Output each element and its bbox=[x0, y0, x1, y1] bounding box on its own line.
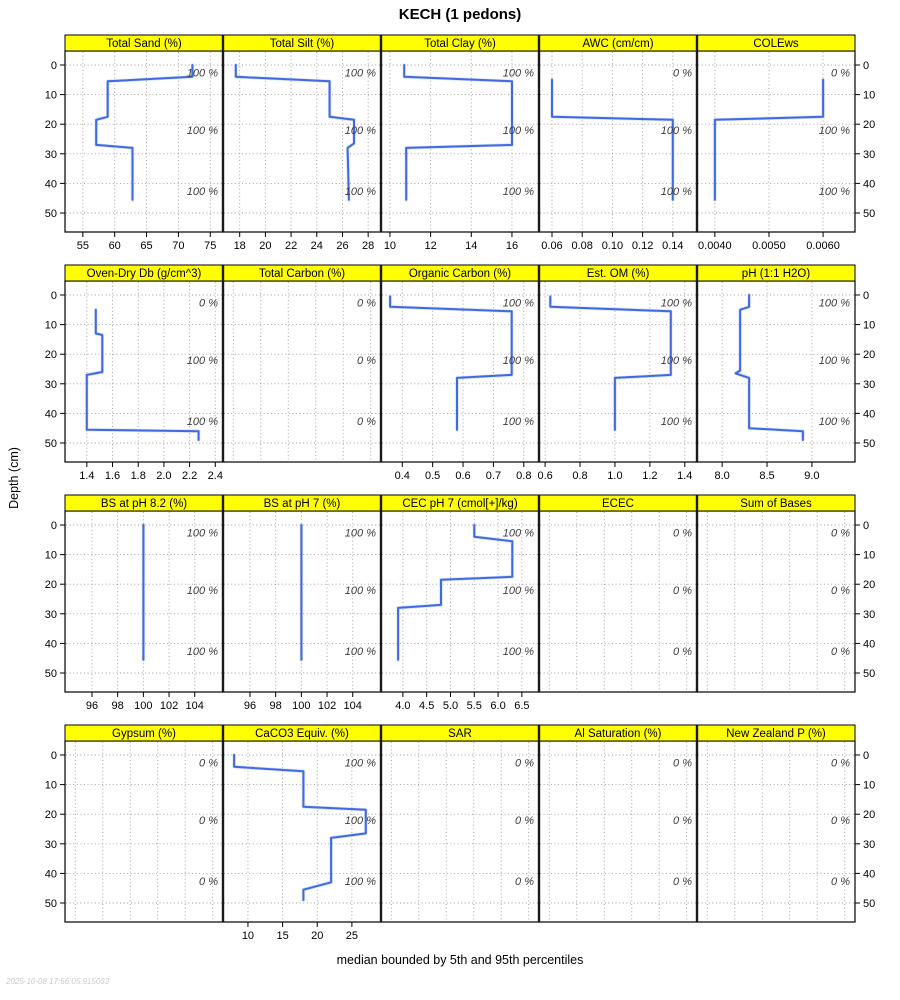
x-tick-label: 1.4 bbox=[79, 470, 95, 482]
x-tick-label: 2.2 bbox=[181, 470, 198, 482]
contributing-fraction-label: 0 % bbox=[831, 585, 850, 598]
depth-tick-label: 30 bbox=[863, 378, 876, 391]
depth-tick-label: 40 bbox=[863, 178, 876, 191]
depth-tick-label: 40 bbox=[863, 638, 876, 651]
x-tick-label: 98 bbox=[269, 700, 282, 712]
x-tick-label: 0.7 bbox=[485, 470, 502, 482]
contributing-fraction-label: 0 % bbox=[673, 67, 692, 80]
depth-tick-label: 10 bbox=[44, 549, 57, 562]
contributing-fraction-label: 0 % bbox=[357, 297, 376, 310]
contributing-fraction-label: 0 % bbox=[199, 297, 218, 310]
x-tick-label: 0.0060 bbox=[806, 240, 840, 252]
depth-tick-label: 0 bbox=[863, 290, 870, 302]
contributing-fraction-label: 0 % bbox=[357, 355, 376, 368]
x-tick-label: 0.5 bbox=[425, 470, 441, 482]
depth-tick-label: 0 bbox=[863, 520, 870, 532]
depth-tick-label: 0 bbox=[50, 290, 57, 302]
page-title: KECH (1 pedons) bbox=[398, 6, 522, 23]
panel-strip-title: Oven-Dry Db (g/cm^3) bbox=[86, 268, 202, 280]
contributing-fraction-label: 100 % bbox=[660, 297, 692, 310]
depth-tick-label: 20 bbox=[863, 349, 876, 362]
depth-tick-label: 20 bbox=[863, 809, 876, 822]
panel-strip-title: New Zealand P (%) bbox=[726, 728, 826, 740]
x-tick-label: 18 bbox=[233, 240, 246, 252]
panel-sum-of-bases bbox=[697, 495, 875, 692]
x-tick-label: 10 bbox=[241, 930, 255, 942]
contributing-fraction-label: 100 % bbox=[502, 125, 534, 138]
contributing-fraction-label: 0 % bbox=[515, 815, 534, 828]
contributing-fraction-label: 100 % bbox=[660, 415, 692, 428]
x-tick-label: 96 bbox=[243, 700, 257, 712]
x-tick-label: 75 bbox=[204, 240, 217, 252]
contributing-fraction-label: 0 % bbox=[515, 875, 534, 888]
panel-strip-title: SAR bbox=[448, 728, 472, 740]
contributing-fraction-label: 100 % bbox=[818, 297, 850, 310]
x-tick-label: 0.10 bbox=[601, 240, 624, 252]
panel-al-saturation bbox=[539, 725, 697, 922]
depth-tick-label: 10 bbox=[863, 779, 876, 792]
x-tick-label: 6.0 bbox=[490, 700, 506, 712]
depth-tick-label: 50 bbox=[44, 208, 57, 220]
contributing-fraction-label: 100 % bbox=[660, 185, 692, 198]
panel-bs-at-ph-7 bbox=[223, 495, 381, 712]
depth-tick-label: 0 bbox=[50, 750, 57, 762]
panel-colews bbox=[697, 35, 875, 252]
x-tick-label: 8.0 bbox=[714, 470, 730, 482]
contributing-fraction-label: 100 % bbox=[818, 185, 850, 198]
contributing-fraction-label: 100 % bbox=[344, 875, 376, 888]
x-tick-label: 100 bbox=[134, 700, 153, 712]
x-tick-label: 22 bbox=[284, 240, 298, 252]
panel-est-om bbox=[537, 265, 697, 482]
panel-strip-title: Total Carbon (%) bbox=[258, 268, 346, 280]
contributing-fraction-label: 0 % bbox=[357, 415, 376, 428]
contributing-fraction-label: 100 % bbox=[818, 125, 850, 138]
x-tick-label: 98 bbox=[111, 700, 124, 712]
contributing-fraction-label: 100 % bbox=[344, 815, 376, 828]
panel-strip-title: BS at pH 8.2 (%) bbox=[100, 498, 188, 510]
depth-tick-label: 30 bbox=[44, 838, 57, 851]
x-tick-label: 102 bbox=[317, 700, 337, 712]
contributing-fraction-label: 0 % bbox=[831, 815, 850, 828]
contributing-fraction-label: 0 % bbox=[673, 585, 692, 598]
contributing-fraction-label: 0 % bbox=[831, 527, 850, 540]
x-tick-label: 1.6 bbox=[104, 470, 121, 482]
depth-tick-label: 40 bbox=[44, 178, 57, 191]
panel-total-carbon bbox=[223, 265, 381, 462]
x-tick-label: 4.5 bbox=[419, 700, 435, 712]
depth-tick-label: 20 bbox=[44, 809, 57, 822]
contributing-fraction-label: 100 % bbox=[344, 527, 376, 540]
depth-tick-label: 0 bbox=[50, 60, 57, 72]
depth-tick-label: 10 bbox=[863, 89, 876, 102]
depth-tick-label: 50 bbox=[863, 898, 876, 910]
depth-tick-label: 20 bbox=[44, 119, 57, 132]
panel-strip-title: Gypsum (%) bbox=[112, 728, 176, 740]
x-tick-label: 0.08 bbox=[571, 240, 593, 252]
x-tick-label: 26 bbox=[336, 240, 349, 252]
x-tick-label: 96 bbox=[85, 700, 99, 712]
x-tick-label: 0.14 bbox=[662, 240, 684, 252]
panel-strip-title: Sum of Bases bbox=[740, 498, 812, 510]
contributing-fraction-label: 0 % bbox=[199, 757, 218, 770]
x-tick-label: 0.8 bbox=[572, 470, 588, 482]
contributing-fraction-label: 100 % bbox=[502, 67, 534, 80]
x-tick-label: 70 bbox=[172, 240, 185, 252]
chart-caption: median bounded by 5th and 95th percentiles bbox=[336, 953, 584, 967]
x-tick-label: 20 bbox=[311, 930, 324, 942]
x-tick-label: 4.0 bbox=[395, 700, 411, 712]
panel-strip-title: CaCO3 Equiv. (%) bbox=[255, 728, 349, 740]
x-tick-label: 0.8 bbox=[516, 470, 532, 482]
contributing-fraction-label: 100 % bbox=[186, 585, 218, 598]
depth-tick-label: 40 bbox=[44, 408, 57, 421]
panel-awc-cm-cm bbox=[539, 35, 697, 252]
x-tick-label: 14 bbox=[465, 240, 478, 252]
depth-tick-label: 50 bbox=[44, 438, 57, 450]
x-tick-label: 104 bbox=[185, 700, 204, 712]
depth-tick-label: 30 bbox=[44, 378, 57, 391]
depth-tick-label: 40 bbox=[863, 868, 876, 881]
panel-total-clay bbox=[381, 35, 539, 252]
panel-total-silt bbox=[223, 35, 381, 252]
depth-tick-label: 10 bbox=[44, 779, 57, 792]
panel-strip-title: AWC (cm/cm) bbox=[582, 38, 654, 50]
x-tick-label: 1.4 bbox=[677, 470, 693, 482]
depth-tick-label: 30 bbox=[863, 838, 876, 851]
contributing-fraction-label: 100 % bbox=[186, 185, 218, 198]
x-tick-label: 10 bbox=[383, 240, 397, 252]
contributing-fraction-label: 0 % bbox=[673, 757, 692, 770]
depth-tick-label: 50 bbox=[863, 668, 876, 680]
panel-total-sand bbox=[45, 35, 223, 252]
depth-tick-label: 50 bbox=[44, 668, 57, 680]
timestamp-watermark: 2025-10-08 17:56:05.915033 bbox=[6, 977, 110, 986]
panel-strip-title: CEC pH 7 (cmol[+]/kg) bbox=[402, 498, 518, 510]
x-tick-label: 65 bbox=[140, 240, 153, 252]
x-tick-label: 24 bbox=[310, 240, 323, 252]
depth-tick-label: 50 bbox=[863, 438, 876, 450]
panel-strip-title: COLEws bbox=[753, 38, 799, 50]
x-tick-label: 12 bbox=[424, 240, 437, 252]
contributing-fraction-label: 100 % bbox=[502, 645, 534, 658]
x-tick-label: 16 bbox=[505, 240, 519, 252]
x-tick-label: 0.6 bbox=[455, 470, 471, 482]
x-tick-label: 60 bbox=[108, 240, 121, 252]
depth-tick-label: 20 bbox=[863, 579, 876, 592]
depth-tick-label: 10 bbox=[863, 549, 876, 562]
x-tick-label: 15 bbox=[276, 930, 289, 942]
depth-tick-label: 30 bbox=[863, 608, 876, 621]
depth-tick-label: 40 bbox=[44, 638, 57, 651]
contributing-fraction-label: 0 % bbox=[831, 875, 850, 888]
x-tick-label: 9.0 bbox=[804, 470, 820, 482]
contributing-fraction-label: 100 % bbox=[344, 125, 376, 138]
depth-tick-label: 10 bbox=[44, 89, 57, 102]
depth-tick-label: 10 bbox=[863, 319, 876, 332]
contributing-fraction-label: 100 % bbox=[344, 67, 376, 80]
contributing-fraction-label: 0 % bbox=[199, 875, 218, 888]
contributing-fraction-label: 100 % bbox=[818, 355, 850, 368]
contributing-fraction-label: 100 % bbox=[344, 585, 376, 598]
panel-strip-title: Al Saturation (%) bbox=[574, 728, 662, 740]
x-tick-label: 2.0 bbox=[156, 470, 172, 482]
contributing-fraction-label: 100 % bbox=[818, 415, 850, 428]
x-tick-label: 100 bbox=[292, 700, 311, 712]
contributing-fraction-label: 100 % bbox=[186, 645, 218, 658]
panel-strip-title: Total Sand (%) bbox=[106, 38, 182, 50]
x-tick-label: 0.0050 bbox=[752, 240, 786, 252]
panel-cec-ph-7-cmol-kg bbox=[381, 495, 539, 712]
depth-tick-label: 20 bbox=[44, 579, 57, 592]
x-tick-label: 0.6 bbox=[537, 470, 553, 482]
contributing-fraction-label: 100 % bbox=[502, 355, 534, 368]
depth-tick-label: 0 bbox=[863, 60, 870, 72]
contributing-fraction-label: 0 % bbox=[673, 645, 692, 658]
depth-tick-label: 10 bbox=[44, 319, 57, 332]
x-tick-label: 55 bbox=[76, 240, 89, 252]
contributing-fraction-label: 100 % bbox=[502, 585, 534, 598]
contributing-fraction-label: 100 % bbox=[660, 355, 692, 368]
contributing-fraction-label: 100 % bbox=[502, 185, 534, 198]
panel-gypsum bbox=[45, 725, 223, 922]
contributing-fraction-label: 0 % bbox=[831, 67, 850, 80]
panel-strip-title: Total Clay (%) bbox=[424, 38, 496, 50]
contributing-fraction-label: 100 % bbox=[344, 757, 376, 770]
x-tick-label: 25 bbox=[345, 930, 359, 942]
contributing-fraction-label: 100 % bbox=[660, 125, 692, 138]
x-tick-label: 1.0 bbox=[607, 470, 623, 482]
contributing-fraction-label: 100 % bbox=[502, 527, 534, 540]
x-tick-label: 8.5 bbox=[759, 470, 775, 482]
panel-strip-title: Organic Carbon (%) bbox=[408, 268, 512, 280]
depth-tick-label: 30 bbox=[44, 608, 57, 621]
x-tick-label: 1.2 bbox=[642, 470, 658, 482]
panel-new-zealand-p bbox=[697, 725, 875, 922]
depth-tick-label: 0 bbox=[863, 750, 870, 762]
x-tick-label: 102 bbox=[159, 700, 179, 712]
contributing-fraction-label: 100 % bbox=[344, 645, 376, 658]
depth-tick-label: 30 bbox=[44, 148, 57, 161]
panel-strip-title: Est. OM (%) bbox=[586, 268, 650, 280]
contributing-fraction-label: 100 % bbox=[344, 185, 376, 198]
contributing-fraction-label: 0 % bbox=[831, 645, 850, 658]
x-tick-label: 2.4 bbox=[207, 470, 223, 482]
depth-tick-label: 50 bbox=[863, 208, 876, 220]
x-tick-label: 104 bbox=[343, 700, 362, 712]
contributing-fraction-label: 0 % bbox=[673, 527, 692, 540]
contributing-fraction-label: 100 % bbox=[502, 415, 534, 428]
depth-tick-label: 30 bbox=[863, 148, 876, 161]
depth-tick-label: 40 bbox=[44, 868, 57, 881]
x-tick-label: 0.0040 bbox=[698, 240, 732, 252]
panel-strip-title: BS at pH 7 (%) bbox=[263, 498, 341, 510]
contributing-fraction-label: 100 % bbox=[186, 415, 218, 428]
x-tick-label: 0.06 bbox=[541, 240, 563, 252]
depth-tick-label: 20 bbox=[44, 349, 57, 362]
depth-tick-label: 0 bbox=[50, 520, 57, 532]
depth-axis-label: Depth (cm) bbox=[7, 447, 21, 509]
contributing-fraction-label: 0 % bbox=[673, 815, 692, 828]
depth-tick-label: 50 bbox=[44, 898, 57, 910]
contributing-fraction-label: 100 % bbox=[186, 67, 218, 80]
panel-oven-dry-db-g-cm-3 bbox=[45, 265, 223, 482]
depth-tick-label: 40 bbox=[863, 408, 876, 421]
contributing-fraction-label: 0 % bbox=[515, 757, 534, 770]
panel-ph-1-1-h2o bbox=[697, 265, 875, 482]
contributing-fraction-label: 0 % bbox=[831, 757, 850, 770]
x-tick-label: 20 bbox=[259, 240, 272, 252]
contributing-fraction-label: 100 % bbox=[186, 527, 218, 540]
panel-ecec bbox=[539, 495, 697, 692]
panel-sar bbox=[381, 725, 539, 922]
panel-strip-title: ECEC bbox=[602, 498, 634, 510]
x-tick-label: 0.4 bbox=[394, 470, 410, 482]
depth-tick-label: 20 bbox=[863, 119, 876, 132]
panel-bs-at-ph-8-2 bbox=[45, 495, 223, 712]
x-tick-label: 6.5 bbox=[514, 700, 530, 712]
contributing-fraction-label: 0 % bbox=[199, 815, 218, 828]
contributing-fraction-label: 100 % bbox=[186, 355, 218, 368]
x-tick-label: 5.0 bbox=[442, 700, 459, 712]
panel-strip-title: Total Silt (%) bbox=[269, 38, 335, 50]
contributing-fraction-label: 0 % bbox=[673, 875, 692, 888]
contributing-fraction-label: 100 % bbox=[502, 297, 534, 310]
x-tick-label: 0.12 bbox=[631, 240, 654, 252]
contributing-fraction-label: 100 % bbox=[186, 125, 218, 138]
x-tick-label: 5.5 bbox=[466, 700, 482, 712]
panel-strip-title: pH (1:1 H2O) bbox=[741, 268, 811, 280]
panel-organic-carbon bbox=[381, 265, 539, 482]
x-tick-label: 1.8 bbox=[130, 470, 146, 482]
panel-caco3-equiv bbox=[223, 725, 381, 942]
x-tick-label: 28 bbox=[362, 240, 375, 252]
